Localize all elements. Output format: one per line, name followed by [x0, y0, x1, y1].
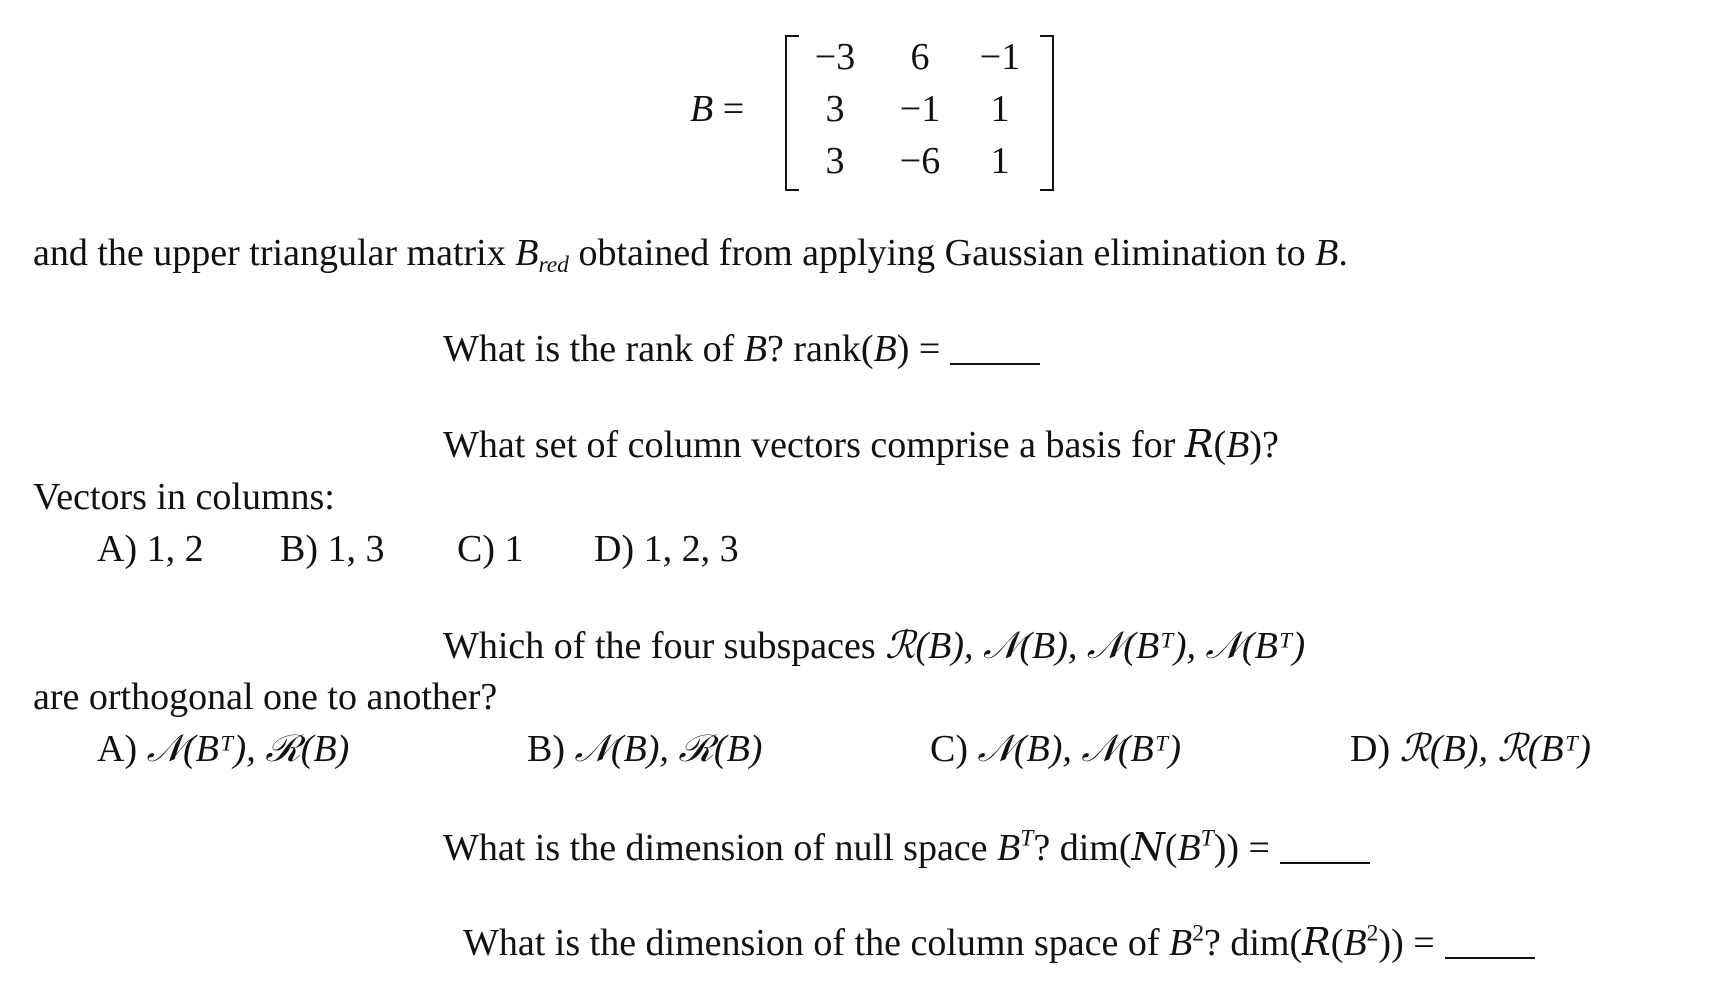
q4-cal: N	[1131, 825, 1165, 869]
q3-option-c-text: 𝒩(B), 𝒩(Bᵀ)	[977, 728, 1182, 770]
q4-sup: T	[1020, 825, 1034, 852]
q2-end: )?	[1249, 424, 1279, 466]
q2-option-b[interactable]: B) 1, 3	[280, 528, 385, 570]
q5-inner-open: (	[1330, 922, 1344, 964]
matrix-cell: −3	[814, 36, 856, 78]
matrix-cell: −1	[979, 36, 1021, 78]
q2-option-c[interactable]: C) 1	[457, 528, 524, 570]
vectors-label: Vectors in columns:	[33, 476, 335, 518]
matrix-equals: =	[722, 88, 745, 130]
question-basis	[443, 422, 1279, 466]
intro-period: .	[1338, 232, 1348, 274]
q5-cal: R	[1302, 920, 1331, 964]
q5-mid: ? dim(	[1204, 922, 1303, 964]
question-null-dimension	[443, 825, 1370, 869]
q4-inner-var: B	[1177, 827, 1201, 869]
q1-arg: B	[873, 328, 897, 370]
q2-option-a[interactable]: A) 1, 2	[97, 528, 204, 570]
q3-line2: are orthogonal one to another?	[33, 676, 498, 718]
intro-sentence	[33, 232, 1348, 279]
q4-inner-open: (	[1164, 827, 1178, 869]
q2-option-d[interactable]: D) 1, 2, 3	[594, 528, 739, 570]
q1-end: ) =	[896, 328, 941, 370]
q5-answer-blank[interactable]	[1445, 957, 1535, 959]
matrix-cell: 1	[990, 140, 1010, 182]
q2-cal: R	[1184, 422, 1214, 466]
q3-option-a-letter: A)	[97, 728, 138, 770]
q5-sup: 2	[1192, 920, 1204, 947]
q2-text: What set of column vectors comprise a basis for	[443, 424, 1176, 466]
q3-option-a[interactable]	[97, 730, 349, 768]
q3-text: Which of the four subspaces	[443, 625, 876, 667]
matrix-label	[690, 90, 744, 128]
q5-text: What is the dimension of the column space of	[463, 922, 1160, 964]
q3-option-b-letter: B)	[527, 728, 565, 770]
q4-inner-sup: T	[1200, 825, 1214, 852]
intro-var: B	[515, 232, 539, 274]
question-orthogonal	[443, 627, 1305, 665]
matrix-cell: 1	[990, 88, 1010, 130]
q2-var: B	[1226, 424, 1250, 466]
q2-open: (	[1213, 424, 1227, 466]
matrix-cell: −6	[899, 140, 941, 182]
q5-inner-var: B	[1343, 922, 1367, 964]
q1-text: What is the rank of	[443, 328, 735, 370]
q5-end: )) =	[1378, 922, 1435, 964]
matrix-right-bracket	[1040, 35, 1054, 191]
q3-subspaces: ℛ(B), 𝒩(B), 𝒩(Bᵀ), 𝒩(Bᵀ)	[885, 625, 1306, 667]
intro-sub: red	[538, 252, 569, 279]
q4-text: What is the dimension of null space	[443, 827, 988, 869]
intro-part1: and the upper triangular matrix	[33, 232, 506, 274]
q3-option-b[interactable]	[527, 730, 762, 768]
intro-part2: obtained from applying Gaussian elimination to	[578, 232, 1306, 274]
matrix-cell: 3	[825, 88, 845, 130]
question-rank	[443, 330, 1040, 368]
q4-var: B	[997, 827, 1021, 869]
q4-end: )) =	[1213, 827, 1270, 869]
matrix-cell: 3	[825, 140, 845, 182]
q3-option-c-letter: C)	[930, 728, 968, 770]
q3-option-a-text: 𝒩(Bᵀ), ℛ(B)	[146, 728, 350, 770]
q4-mid: ? dim(	[1033, 827, 1132, 869]
q3-option-c[interactable]	[930, 730, 1181, 768]
q5-var: B	[1169, 922, 1193, 964]
intro-var-end: B	[1315, 232, 1339, 274]
q1-var: B	[743, 328, 767, 370]
q1-answer-blank[interactable]	[950, 363, 1040, 365]
matrix-left-bracket	[785, 35, 799, 191]
q1-mid: ? rank(	[766, 328, 874, 370]
q3-option-d[interactable]	[1350, 730, 1591, 768]
q4-answer-blank[interactable]	[1280, 862, 1370, 864]
q5-inner-sup: 2	[1366, 920, 1379, 947]
q3-option-b-text: 𝒩(B), ℛ(B)	[574, 728, 763, 770]
q3-option-d-text: ℛ(B), ℛ(Bᵀ)	[1399, 728, 1591, 770]
matrix-var: B	[690, 88, 714, 130]
matrix-cell: 6	[910, 36, 930, 78]
question-column-space-dimension	[463, 920, 1535, 964]
matrix-cell: −1	[899, 88, 941, 130]
q3-option-d-letter: D)	[1350, 728, 1391, 770]
